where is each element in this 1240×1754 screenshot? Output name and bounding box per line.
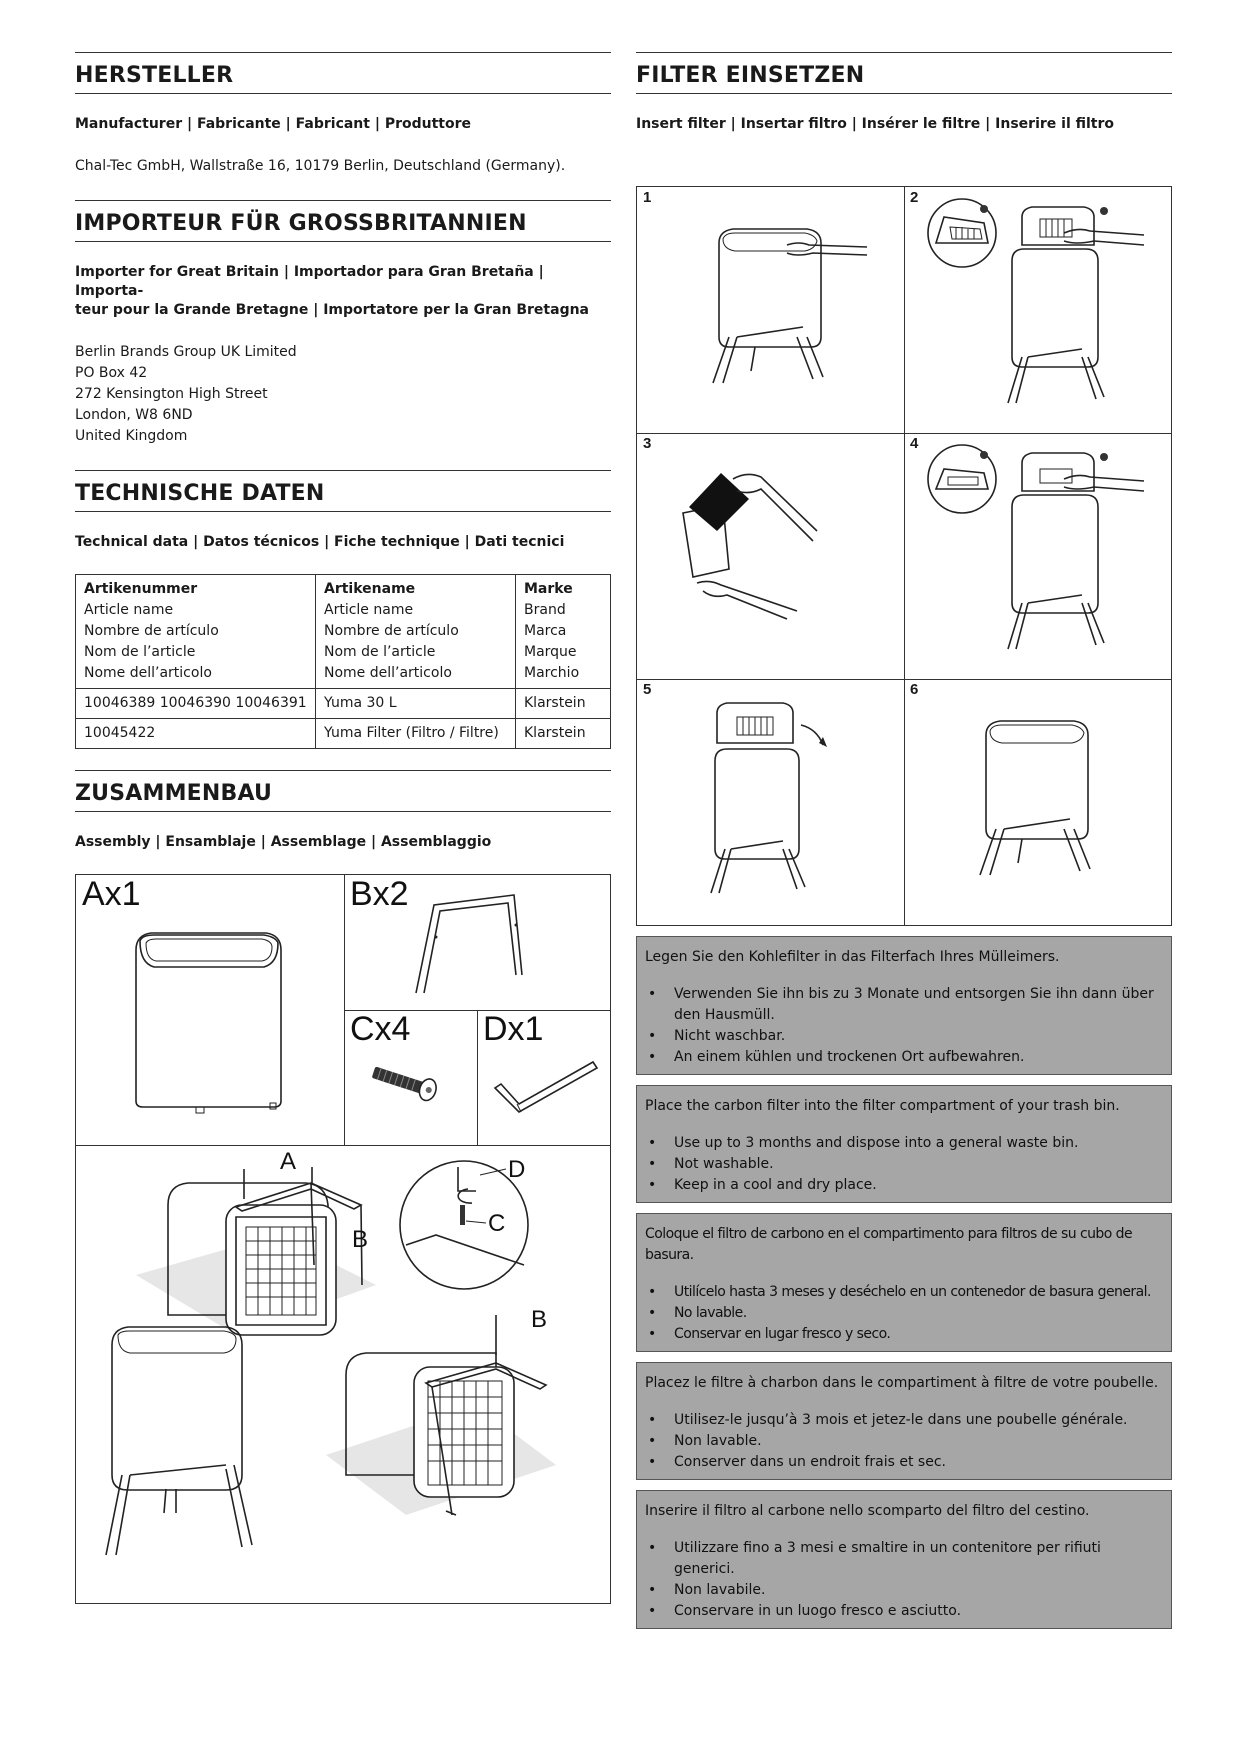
instruction-intro: Place the carbon filter into the filter compartment of your trash bin.	[645, 1098, 1120, 1114]
assembly-section	[75, 770, 611, 1604]
address-line: PO Box 42	[75, 365, 148, 381]
instruction-box-en	[636, 1085, 1172, 1203]
tech-subtitle: Technical data | Datos técnicos | Fiche technique | Dati tecnici	[75, 534, 565, 550]
list-item: • Not washable.	[645, 1154, 1163, 1175]
callout-b: B	[352, 1226, 369, 1253]
instruction-box-it	[636, 1490, 1172, 1629]
table-header-cell: Artikenummer Article name Nombre de artículo Nom de l’article Nome dell’articolo	[76, 575, 316, 689]
step-1-illustration	[637, 187, 903, 432]
importer-subtitle-line: Importer for Great Britain | Importador para Gran Bretaña | Importa-	[75, 264, 544, 299]
list-item: • An einem kühlen und trockenen Ort aufbewahren.	[645, 1047, 1163, 1068]
importer-address	[75, 342, 611, 447]
list-item: • No lavable.	[645, 1303, 1163, 1324]
step-3-illustration	[637, 433, 903, 678]
step-6-illustration	[904, 679, 1170, 924]
table-header-cell: Artikename Article name Nombre de artículo Nom de l’article Nome dell’articolo	[316, 575, 516, 689]
address-line: 272 Kensington High Street	[75, 386, 268, 402]
part-b-label: Bx2	[350, 875, 409, 913]
list-item: • Verwenden Sie ihn bis zu 3 Monate und entsorgen Sie ihn dann über den Hausmüll.	[645, 984, 1163, 1026]
filter-section	[636, 52, 1172, 134]
step-4-cell	[904, 433, 1172, 680]
tech-section	[75, 470, 611, 749]
step-number: 2	[910, 189, 919, 206]
table-header-cell: Marke Brand Marca Marque Marchio	[516, 575, 611, 689]
part-c-cell	[344, 1010, 478, 1146]
table-row	[76, 689, 611, 719]
table-cell: Yuma Filter (Filtro / Filtre)	[316, 719, 516, 749]
tech-table	[75, 574, 611, 749]
importer-heading: IMPORTEUR FÜR GROSSBRITANNIEN	[75, 201, 611, 242]
step-6-cell	[904, 679, 1172, 926]
table-row	[76, 719, 611, 749]
list-item: • Conserver dans un endroit frais et sec.	[645, 1452, 1163, 1473]
step-number: 5	[643, 681, 652, 698]
list-item: • Use up to 3 months and dispose into a general waste bin.	[645, 1133, 1163, 1154]
filter-subtitle: Insert filter | Insertar filtro | Insérer le filtre | Inserire il filtro	[636, 116, 1115, 132]
instruction-box-de	[636, 936, 1172, 1075]
address-line: United Kingdom	[75, 428, 188, 444]
instruction-list	[645, 1410, 1163, 1473]
part-a-label: Ax1	[82, 875, 141, 913]
address-line: London, W8 6ND	[75, 407, 193, 423]
instruction-list	[645, 1282, 1163, 1345]
callout-a: A	[280, 1148, 297, 1175]
table-cell: 10045422	[76, 719, 316, 749]
instruction-list	[645, 984, 1163, 1068]
list-item: • Non lavable.	[645, 1431, 1163, 1452]
manufacturer-subtitle: Manufacturer | Fabricante | Fabricant | Produttore	[75, 116, 472, 132]
assembly-subtitle: Assembly | Ensamblaje | Assemblage | Assemblaggio	[75, 834, 492, 850]
instruction-intro: Inserire il filtro al carbone nello scomparto del filtro del cestino.	[645, 1503, 1090, 1519]
left-column	[75, 52, 611, 1604]
manufacturer-heading: HERSTELLER	[75, 53, 611, 94]
part-b-cell	[344, 875, 611, 1011]
bin-body-illustration	[76, 875, 344, 1145]
table-cell: Yuma 30 L	[316, 689, 516, 719]
list-item: • Conservare in un luogo fresco e asciutto.	[645, 1601, 1163, 1622]
list-item: • Utilícelo hasta 3 meses y deséchelo en un contenedor de basura general.	[645, 1282, 1163, 1303]
step-number: 3	[643, 435, 652, 452]
assembly-steps-cell	[76, 1145, 611, 1603]
manufacturer-address: Chal-Tec GmbH, Wallstraße 16, 10179 Berlin, Deutschland (Germany).	[75, 158, 566, 174]
instruction-list	[645, 1133, 1163, 1196]
step-3-cell	[637, 433, 905, 680]
part-d-cell	[477, 1010, 611, 1146]
table-cell: Klarstein	[516, 719, 611, 749]
table-cell: Klarstein	[516, 689, 611, 719]
step-2-cell	[904, 187, 1172, 434]
filter-heading: FILTER EINSETZEN	[636, 53, 1172, 94]
tech-heading: TECHNISCHE DATEN	[75, 471, 611, 512]
assembly-diagram	[75, 874, 611, 1604]
list-item: • Utilisez-le jusqu’à 3 mois et jetez-le dans une poubelle générale.	[645, 1410, 1163, 1431]
assembly-steps-illustration	[76, 1145, 610, 1601]
step-2-illustration	[904, 187, 1170, 432]
step-5-illustration	[637, 679, 903, 924]
step-4-illustration	[904, 433, 1170, 678]
instruction-box-es	[636, 1213, 1172, 1352]
importer-section	[75, 200, 611, 447]
step-number: 6	[910, 681, 919, 698]
step-1-cell	[637, 187, 905, 434]
list-item: • Utilizzare fino a 3 mesi e smaltire in un contenitore per rifiuti generici.	[645, 1538, 1163, 1580]
assembly-heading: ZUSAMMENBAU	[75, 771, 611, 812]
instruction-box-fr	[636, 1362, 1172, 1480]
part-d-label: Dx1	[483, 1010, 544, 1048]
table-header-row	[76, 575, 611, 689]
right-column	[636, 52, 1172, 1629]
instruction-intro: Legen Sie den Kohlefilter in das Filterfach Ihres Mülleimers.	[645, 949, 1060, 965]
importer-subtitle	[75, 263, 611, 320]
step-number: 4	[910, 435, 919, 452]
callout-d: D	[508, 1156, 526, 1183]
address-line: Berlin Brands Group UK Limited	[75, 344, 297, 360]
list-item: • Keep in a cool and dry place.	[645, 1175, 1163, 1196]
table-cell: 10046389 10046390 10046391	[76, 689, 316, 719]
step-5-cell	[637, 679, 905, 926]
importer-subtitle-line: teur pour la Grande Bretagne | Importatore per la Gran Bretagna	[75, 302, 590, 318]
instruction-intro: Coloque el filtro de carbono en el compartimento para filtros de su cubo de basura.	[645, 1226, 1133, 1263]
step-number: 1	[643, 189, 652, 206]
list-item: • Conservar en lugar fresco y seco.	[645, 1324, 1163, 1345]
callout-c: C	[488, 1210, 506, 1237]
filter-steps-grid	[636, 186, 1172, 926]
list-item: • Nicht waschbar.	[645, 1026, 1163, 1047]
part-a-cell	[76, 875, 345, 1146]
callout-b2: B	[531, 1306, 548, 1333]
instruction-intro: Placez le filtre à charbon dans le compartiment à filtre de votre poubelle.	[645, 1375, 1159, 1391]
part-c-label: Cx4	[350, 1010, 411, 1048]
manufacturer-section	[75, 52, 611, 177]
instruction-list	[645, 1538, 1163, 1622]
list-item: • Non lavabile.	[645, 1580, 1163, 1601]
